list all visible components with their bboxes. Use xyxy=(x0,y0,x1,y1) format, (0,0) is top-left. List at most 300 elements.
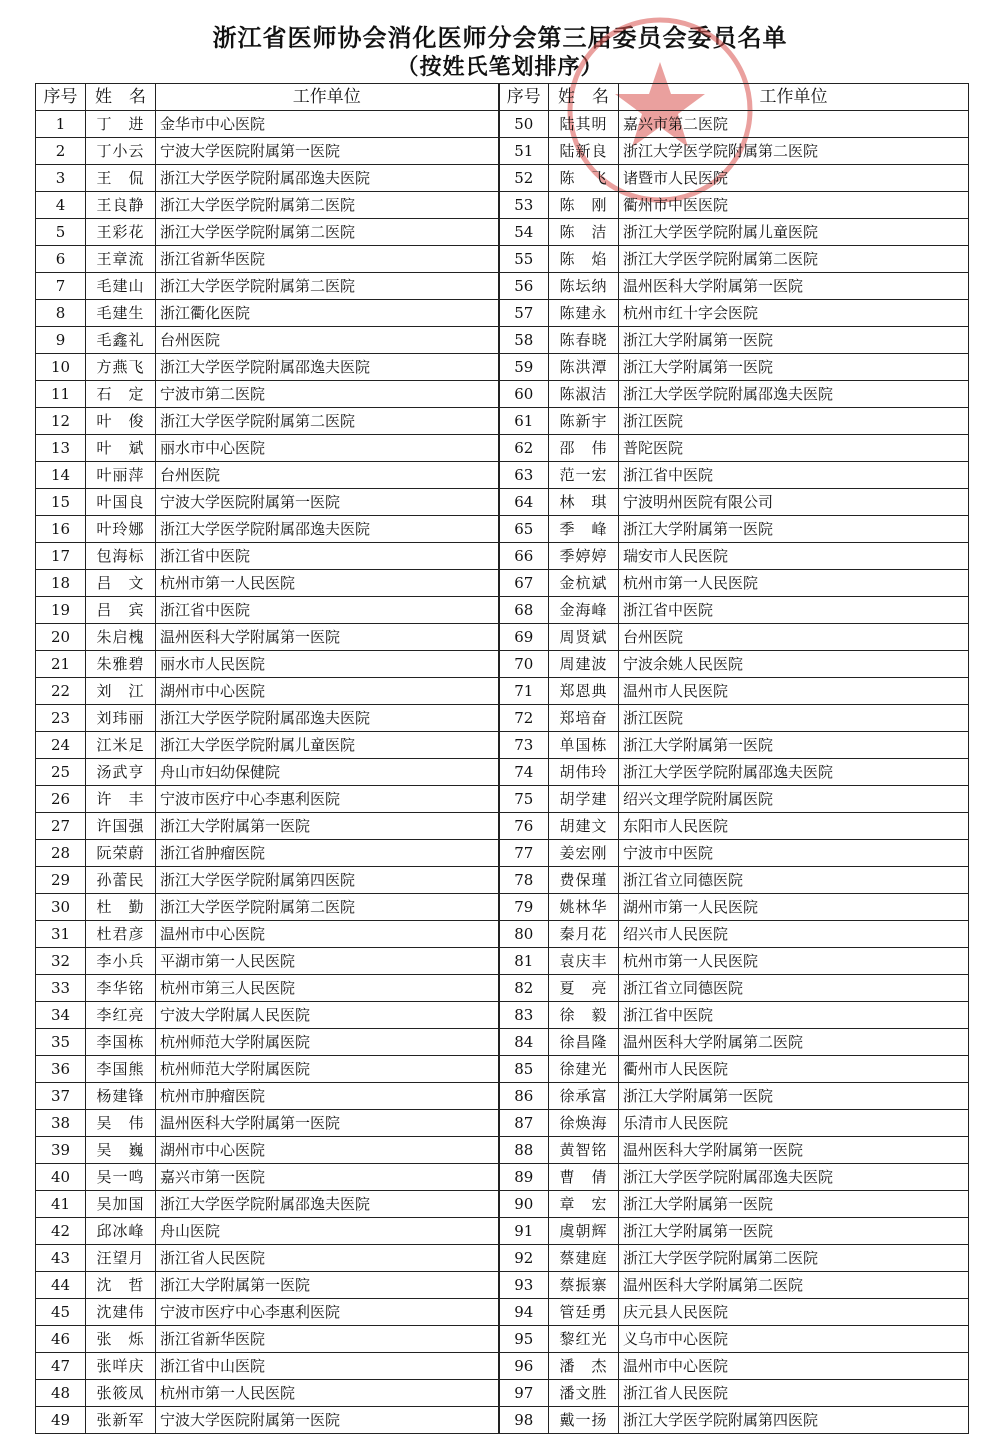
member-unit: 浙江医院 xyxy=(619,705,969,732)
member-seq: 77 xyxy=(499,840,549,867)
member-unit: 衢州市中医医院 xyxy=(619,192,969,219)
member-name: 毛建生 xyxy=(86,300,156,327)
member-unit: 杭州市肿瘤医院 xyxy=(156,1083,499,1110)
document-subtitle: （按姓氏笔划排序） xyxy=(396,55,604,80)
table-row xyxy=(36,786,969,813)
member-unit: 浙江大学医学院附属儿童医院 xyxy=(156,732,499,759)
member-unit: 宁波大学医院附属第一医院 xyxy=(156,138,499,165)
header-seq: 序号 xyxy=(499,84,549,111)
member-unit: 浙江大学医学院附属邵逸夫医院 xyxy=(619,381,969,408)
member-seq: 79 xyxy=(499,894,549,921)
member-seq: 85 xyxy=(499,1056,549,1083)
member-unit: 浙江大学附属第一医院 xyxy=(619,732,969,759)
member-unit: 浙江大学医学院附属邵逸夫医院 xyxy=(619,1164,969,1191)
member-unit: 浙江大学医学院附属第二医院 xyxy=(619,1245,969,1272)
member-unit: 嘉兴市第一医院 xyxy=(156,1164,499,1191)
document-title: 浙江省医师协会消化医师分会第三届委员会委员名单 xyxy=(212,24,788,52)
member-name: 徐建光 xyxy=(549,1056,619,1083)
member-name: 戴一扬 xyxy=(549,1407,619,1434)
member-name: 叶国良 xyxy=(86,489,156,516)
member-seq: 8 xyxy=(36,300,86,327)
table-row xyxy=(36,1272,969,1299)
table-row xyxy=(36,651,969,678)
member-seq: 41 xyxy=(36,1191,86,1218)
member-unit: 杭州市红十字会医院 xyxy=(619,300,969,327)
member-unit: 浙江大学医学院附属邵逸夫医院 xyxy=(619,759,969,786)
member-unit: 浙江省中医院 xyxy=(156,543,499,570)
member-seq: 68 xyxy=(499,597,549,624)
member-unit: 温州市中心医院 xyxy=(619,1353,969,1380)
member-seq: 52 xyxy=(499,165,549,192)
member-name: 陈洪潭 xyxy=(549,354,619,381)
member-seq: 43 xyxy=(36,1245,86,1272)
member-name: 胡伟玲 xyxy=(549,759,619,786)
member-seq: 64 xyxy=(499,489,549,516)
member-unit: 宁波余姚人民医院 xyxy=(619,651,969,678)
member-name: 吴一鸣 xyxy=(86,1164,156,1191)
member-name: 杜君彦 xyxy=(86,921,156,948)
member-seq: 40 xyxy=(36,1164,86,1191)
member-seq: 39 xyxy=(36,1137,86,1164)
member-seq: 54 xyxy=(499,219,549,246)
member-seq: 25 xyxy=(36,759,86,786)
table-row xyxy=(36,489,969,516)
member-name: 陆新良 xyxy=(549,138,619,165)
member-unit: 宁波市中医院 xyxy=(619,840,969,867)
table-row xyxy=(36,759,969,786)
member-unit: 杭州市第三人民医院 xyxy=(156,975,499,1002)
table-row xyxy=(36,1191,969,1218)
table-row xyxy=(36,732,969,759)
table-row xyxy=(36,273,969,300)
table-row xyxy=(36,462,969,489)
member-seq: 57 xyxy=(499,300,549,327)
member-seq: 93 xyxy=(499,1272,549,1299)
member-unit: 浙江省新华医院 xyxy=(156,1326,499,1353)
member-seq: 30 xyxy=(36,894,86,921)
member-name: 范一宏 xyxy=(549,462,619,489)
member-name: 蔡振寨 xyxy=(549,1272,619,1299)
member-unit: 诸暨市人民医院 xyxy=(619,165,969,192)
table-header-row xyxy=(36,84,969,111)
member-name: 单国栋 xyxy=(549,732,619,759)
member-seq: 14 xyxy=(36,462,86,489)
member-unit: 浙江省中山医院 xyxy=(156,1353,499,1380)
member-unit: 浙江省中医院 xyxy=(619,1002,969,1029)
member-name: 陈坛纳 xyxy=(549,273,619,300)
member-seq: 97 xyxy=(499,1380,549,1407)
member-unit: 温州医科大学附属第一医院 xyxy=(156,624,499,651)
member-unit: 台州医院 xyxy=(619,624,969,651)
member-unit: 杭州市第一人民医院 xyxy=(156,1380,499,1407)
member-seq: 67 xyxy=(499,570,549,597)
member-unit: 浙江省中医院 xyxy=(619,462,969,489)
table-row xyxy=(36,624,969,651)
member-name: 袁庆丰 xyxy=(549,948,619,975)
table-row xyxy=(36,327,969,354)
member-name: 叶 斌 xyxy=(86,435,156,462)
member-unit: 浙江医院 xyxy=(619,408,969,435)
table-row xyxy=(36,246,969,273)
member-name: 陈淑洁 xyxy=(549,381,619,408)
member-seq: 36 xyxy=(36,1056,86,1083)
member-unit: 浙江大学医学院附属第二医院 xyxy=(156,894,499,921)
member-unit: 浙江大学医学院附属第二医院 xyxy=(156,408,499,435)
member-name: 姚林华 xyxy=(549,894,619,921)
member-name: 叶 俊 xyxy=(86,408,156,435)
member-seq: 56 xyxy=(499,273,549,300)
member-seq: 82 xyxy=(499,975,549,1002)
member-unit: 杭州师范大学附属医院 xyxy=(156,1056,499,1083)
member-name: 姜宏刚 xyxy=(549,840,619,867)
member-name: 黎红光 xyxy=(549,1326,619,1353)
member-seq: 65 xyxy=(499,516,549,543)
member-name: 徐昌隆 xyxy=(549,1029,619,1056)
member-unit: 丽水市人民医院 xyxy=(156,651,499,678)
member-unit: 浙江大学附属第一医院 xyxy=(619,1218,969,1245)
member-name: 管廷勇 xyxy=(549,1299,619,1326)
member-name: 朱启槐 xyxy=(86,624,156,651)
member-seq: 96 xyxy=(499,1353,549,1380)
member-unit: 浙江省人民医院 xyxy=(156,1245,499,1272)
member-seq: 28 xyxy=(36,840,86,867)
member-unit: 温州市中心医院 xyxy=(156,921,499,948)
member-name: 叶玲娜 xyxy=(86,516,156,543)
member-name: 徐承富 xyxy=(549,1083,619,1110)
member-seq: 44 xyxy=(36,1272,86,1299)
member-seq: 9 xyxy=(36,327,86,354)
member-name: 沈建伟 xyxy=(86,1299,156,1326)
member-unit: 瑞安市人民医院 xyxy=(619,543,969,570)
member-name: 王彩花 xyxy=(86,219,156,246)
table-row xyxy=(36,111,969,138)
member-name: 邱冰峰 xyxy=(86,1218,156,1245)
member-seq: 87 xyxy=(499,1110,549,1137)
member-name: 陈 焰 xyxy=(549,246,619,273)
table-row xyxy=(36,921,969,948)
member-name: 江米足 xyxy=(86,732,156,759)
member-name: 包海标 xyxy=(86,543,156,570)
member-name: 陈 飞 xyxy=(549,165,619,192)
member-seq: 89 xyxy=(499,1164,549,1191)
table-row xyxy=(36,1407,969,1434)
member-name: 季婷婷 xyxy=(549,543,619,570)
table-row xyxy=(36,975,969,1002)
member-seq: 60 xyxy=(499,381,549,408)
member-seq: 19 xyxy=(36,597,86,624)
member-seq: 84 xyxy=(499,1029,549,1056)
member-name: 夏 亮 xyxy=(549,975,619,1002)
member-seq: 22 xyxy=(36,678,86,705)
header-name: 姓 名 xyxy=(549,84,619,111)
member-name: 杜 勤 xyxy=(86,894,156,921)
member-unit: 台州医院 xyxy=(156,327,499,354)
member-name: 张 烁 xyxy=(86,1326,156,1353)
member-unit: 宁波大学医院附属第一医院 xyxy=(156,489,499,516)
member-name: 李小兵 xyxy=(86,948,156,975)
member-unit: 湖州市中心医院 xyxy=(156,1137,499,1164)
member-name: 丁小云 xyxy=(86,138,156,165)
member-seq: 33 xyxy=(36,975,86,1002)
member-name: 王章流 xyxy=(86,246,156,273)
table-row xyxy=(36,1029,969,1056)
member-name: 胡建文 xyxy=(549,813,619,840)
member-name: 邵 伟 xyxy=(549,435,619,462)
member-name: 虞朝辉 xyxy=(549,1218,619,1245)
member-seq: 55 xyxy=(499,246,549,273)
member-seq: 95 xyxy=(499,1326,549,1353)
member-seq: 83 xyxy=(499,1002,549,1029)
member-seq: 11 xyxy=(36,381,86,408)
header-seq: 序号 xyxy=(36,84,86,111)
member-name: 金杭斌 xyxy=(549,570,619,597)
member-unit: 台州医院 xyxy=(156,462,499,489)
member-unit: 宁波大学医院附属第一医院 xyxy=(156,1407,499,1434)
member-seq: 71 xyxy=(499,678,549,705)
table-row xyxy=(36,192,969,219)
table-row xyxy=(36,1326,969,1353)
member-seq: 63 xyxy=(499,462,549,489)
member-unit: 义乌市中心医院 xyxy=(619,1326,969,1353)
table-row xyxy=(36,678,969,705)
member-seq: 91 xyxy=(499,1218,549,1245)
header-unit: 工作单位 xyxy=(619,84,969,111)
member-seq: 37 xyxy=(36,1083,86,1110)
table-row xyxy=(36,1137,969,1164)
member-name: 季 峰 xyxy=(549,516,619,543)
member-name: 吴 伟 xyxy=(86,1110,156,1137)
member-seq: 23 xyxy=(36,705,86,732)
member-seq: 90 xyxy=(499,1191,549,1218)
member-unit: 杭州市第一人民医院 xyxy=(619,948,969,975)
member-seq: 51 xyxy=(499,138,549,165)
member-name: 曹 倩 xyxy=(549,1164,619,1191)
member-seq: 76 xyxy=(499,813,549,840)
member-seq: 10 xyxy=(36,354,86,381)
table-row xyxy=(36,1380,969,1407)
member-name: 胡学建 xyxy=(549,786,619,813)
member-seq: 58 xyxy=(499,327,549,354)
table-row xyxy=(36,1110,969,1137)
header-name: 姓 名 xyxy=(86,84,156,111)
member-unit: 浙江大学附属第一医院 xyxy=(156,1272,499,1299)
member-unit: 绍兴文理学院附属医院 xyxy=(619,786,969,813)
member-seq: 72 xyxy=(499,705,549,732)
member-seq: 31 xyxy=(36,921,86,948)
member-seq: 53 xyxy=(499,192,549,219)
member-unit: 湖州市第一人民医院 xyxy=(619,894,969,921)
member-seq: 35 xyxy=(36,1029,86,1056)
member-name: 陆其明 xyxy=(549,111,619,138)
member-unit: 温州市人民医院 xyxy=(619,678,969,705)
member-unit: 杭州市第一人民医院 xyxy=(619,570,969,597)
member-seq: 69 xyxy=(499,624,549,651)
member-seq: 27 xyxy=(36,813,86,840)
member-roster-table xyxy=(35,83,969,1434)
member-seq: 75 xyxy=(499,786,549,813)
table-row xyxy=(36,1299,969,1326)
member-unit: 绍兴市人民医院 xyxy=(619,921,969,948)
member-name: 章 宏 xyxy=(549,1191,619,1218)
member-seq: 3 xyxy=(36,165,86,192)
member-unit: 衢州市人民医院 xyxy=(619,1056,969,1083)
roster-body xyxy=(36,111,969,1434)
member-name: 毛建山 xyxy=(86,273,156,300)
table-row xyxy=(36,354,969,381)
member-seq: 12 xyxy=(36,408,86,435)
member-seq: 66 xyxy=(499,543,549,570)
member-unit: 浙江大学医学院附属第二医院 xyxy=(156,219,499,246)
member-name: 周建波 xyxy=(549,651,619,678)
table-row xyxy=(36,1218,969,1245)
member-name: 毛鑫礼 xyxy=(86,327,156,354)
table-row xyxy=(36,516,969,543)
member-unit: 浙江大学医学院附属第二医院 xyxy=(619,138,969,165)
member-seq: 80 xyxy=(499,921,549,948)
member-seq: 88 xyxy=(499,1137,549,1164)
member-name: 许 丰 xyxy=(86,786,156,813)
member-unit: 浙江大学附属第一医院 xyxy=(619,1191,969,1218)
member-unit: 浙江大学医学院附属第二医院 xyxy=(156,273,499,300)
member-seq: 21 xyxy=(36,651,86,678)
table-row xyxy=(36,300,969,327)
member-name: 叶丽萍 xyxy=(86,462,156,489)
member-name: 秦月花 xyxy=(549,921,619,948)
member-seq: 6 xyxy=(36,246,86,273)
member-seq: 20 xyxy=(36,624,86,651)
table-row xyxy=(36,1002,969,1029)
table-row xyxy=(36,165,969,192)
member-unit: 浙江大学附属第一医院 xyxy=(619,516,969,543)
table-row xyxy=(36,381,969,408)
member-unit: 宁波明州医院有限公司 xyxy=(619,489,969,516)
member-seq: 13 xyxy=(36,435,86,462)
member-name: 李红亮 xyxy=(86,1002,156,1029)
member-seq: 86 xyxy=(499,1083,549,1110)
member-seq: 70 xyxy=(499,651,549,678)
member-name: 徐焕海 xyxy=(549,1110,619,1137)
member-name: 潘 杰 xyxy=(549,1353,619,1380)
table-row xyxy=(36,1083,969,1110)
member-unit: 舟山医院 xyxy=(156,1218,499,1245)
member-name: 金海峰 xyxy=(549,597,619,624)
member-name: 陈新宇 xyxy=(549,408,619,435)
member-unit: 浙江衢化医院 xyxy=(156,300,499,327)
member-unit: 宁波市医疗中心李惠利医院 xyxy=(156,786,499,813)
member-seq: 5 xyxy=(36,219,86,246)
member-name: 李华铭 xyxy=(86,975,156,1002)
member-seq: 29 xyxy=(36,867,86,894)
member-seq: 81 xyxy=(499,948,549,975)
member-name: 汤武亨 xyxy=(86,759,156,786)
member-seq: 74 xyxy=(499,759,549,786)
member-seq: 94 xyxy=(499,1299,549,1326)
table-row xyxy=(36,570,969,597)
member-seq: 98 xyxy=(499,1407,549,1434)
member-unit: 浙江大学医学院附属第二医院 xyxy=(619,246,969,273)
member-seq: 47 xyxy=(36,1353,86,1380)
member-unit: 舟山市妇幼保健院 xyxy=(156,759,499,786)
member-seq: 7 xyxy=(36,273,86,300)
member-seq: 92 xyxy=(499,1245,549,1272)
member-name: 费保瑾 xyxy=(549,867,619,894)
member-seq: 34 xyxy=(36,1002,86,1029)
member-unit: 杭州市第一人民医院 xyxy=(156,570,499,597)
member-name: 郑恩典 xyxy=(549,678,619,705)
member-name: 吕 文 xyxy=(86,570,156,597)
member-name: 蔡建庭 xyxy=(549,1245,619,1272)
member-name: 吴 巍 xyxy=(86,1137,156,1164)
member-name: 许国强 xyxy=(86,813,156,840)
member-name: 王 侃 xyxy=(86,165,156,192)
member-unit: 宁波市医疗中心李惠利医院 xyxy=(156,1299,499,1326)
member-name: 郑培奋 xyxy=(549,705,619,732)
member-unit: 浙江大学医学院附属邵逸夫医院 xyxy=(156,705,499,732)
member-unit: 浙江大学附属第一医院 xyxy=(156,813,499,840)
member-unit: 浙江大学医学院附属第二医院 xyxy=(156,192,499,219)
member-seq: 4 xyxy=(36,192,86,219)
member-seq: 2 xyxy=(36,138,86,165)
member-unit: 金华市中心医院 xyxy=(156,111,499,138)
member-unit: 温州医科大学附属第二医院 xyxy=(619,1029,969,1056)
table-row xyxy=(36,840,969,867)
member-unit: 浙江大学医学院附属儿童医院 xyxy=(619,219,969,246)
table-row xyxy=(36,219,969,246)
member-unit: 温州医科大学附属第一医院 xyxy=(156,1110,499,1137)
member-unit: 宁波市第二医院 xyxy=(156,381,499,408)
member-unit: 浙江大学附属第一医院 xyxy=(619,354,969,381)
member-seq: 24 xyxy=(36,732,86,759)
member-name: 吕 宾 xyxy=(86,597,156,624)
member-name: 徐 毅 xyxy=(549,1002,619,1029)
table-row xyxy=(36,813,969,840)
member-name: 陈 洁 xyxy=(549,219,619,246)
member-name: 汪望月 xyxy=(86,1245,156,1272)
member-unit: 温州医科大学附属第一医院 xyxy=(619,1137,969,1164)
table-row xyxy=(36,1056,969,1083)
member-name: 周贤斌 xyxy=(549,624,619,651)
member-unit: 宁波大学附属人民医院 xyxy=(156,1002,499,1029)
table-row xyxy=(36,1164,969,1191)
member-name: 林 琪 xyxy=(549,489,619,516)
member-name: 陈建永 xyxy=(549,300,619,327)
member-unit: 浙江大学附属第一医院 xyxy=(619,327,969,354)
member-seq: 38 xyxy=(36,1110,86,1137)
member-seq: 18 xyxy=(36,570,86,597)
member-seq: 49 xyxy=(36,1407,86,1434)
member-unit: 东阳市人民医院 xyxy=(619,813,969,840)
member-name: 吴加国 xyxy=(86,1191,156,1218)
member-seq: 45 xyxy=(36,1299,86,1326)
member-name: 张筱凤 xyxy=(86,1380,156,1407)
member-seq: 15 xyxy=(36,489,86,516)
member-seq: 73 xyxy=(499,732,549,759)
member-unit: 浙江省立同德医院 xyxy=(619,975,969,1002)
table-row xyxy=(36,408,969,435)
member-name: 丁 进 xyxy=(86,111,156,138)
table-row xyxy=(36,705,969,732)
member-name: 刘 江 xyxy=(86,678,156,705)
member-seq: 59 xyxy=(499,354,549,381)
member-name: 朱雅碧 xyxy=(86,651,156,678)
table-row xyxy=(36,1245,969,1272)
table-row xyxy=(36,948,969,975)
table-row xyxy=(36,138,969,165)
member-unit: 杭州师范大学附属医院 xyxy=(156,1029,499,1056)
member-unit: 浙江大学医学院附属第四医院 xyxy=(619,1407,969,1434)
member-name: 潘文胜 xyxy=(549,1380,619,1407)
member-unit: 浙江大学医学院附属邵逸夫医院 xyxy=(156,165,499,192)
